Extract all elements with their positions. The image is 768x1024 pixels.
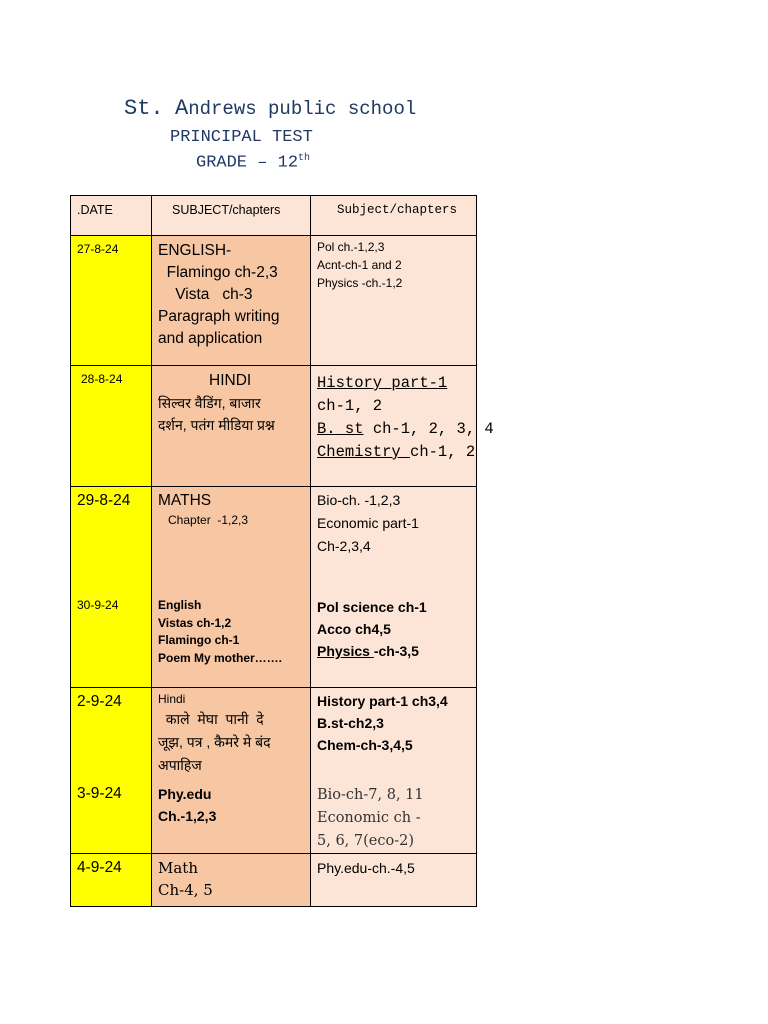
date-cell: 29-8-24 30-9-24 xyxy=(71,487,152,688)
date-cell: 4-9-24 xyxy=(71,854,152,907)
date-cell: 28-8-24 xyxy=(71,366,152,487)
header-subject-2: Subject/chapters xyxy=(311,196,477,236)
other-subject-cell: Pol ch.-1,2,3 Acnt-ch-1 and 2 Physics -ch.-1,2 xyxy=(311,236,477,366)
date-cell: 2-9-24 3-9-24 xyxy=(71,688,152,854)
table-row xyxy=(71,854,477,907)
schedule-table xyxy=(70,195,494,907)
school-name: St. Andrews public school xyxy=(124,96,417,121)
table-row xyxy=(71,236,477,366)
table-row xyxy=(71,487,477,688)
document-header xyxy=(0,0,768,190)
subject-cell: MATHS Chapter -1,2,3 English Vistas ch-1,2 Flamingo ch-1 Poem My mother……. xyxy=(152,487,311,688)
test-title: PRINCIPAL TEST xyxy=(170,128,313,147)
other-subject-cell: History part-1 ch-1, 2 B. st ch-1, 2, 3, 4 Chemistry ch-1, 2 xyxy=(311,366,477,487)
other-subject-cell: Phy.edu-ch.-4,5 xyxy=(311,854,477,907)
other-subject-cell: History part-1 ch3,4 B.st-ch2,3 Chem-ch-3,4,5 Bio-ch-7, 8, 11 Economic ch - 5, 6, 7(eco-2) xyxy=(311,688,477,854)
header-date: .DATE xyxy=(71,196,152,236)
date-cell: 27-8-24 xyxy=(71,236,152,366)
subject-cell: HINDI सिल्वर वैडिंग, बाजार दर्शन, पतंग मीडिया प्रश्न xyxy=(152,366,311,487)
subject-cell: Math Ch-4, 5 xyxy=(152,854,311,907)
table-row xyxy=(71,688,477,854)
table-header-row xyxy=(71,196,477,236)
subject-cell: ENGLISH- Flamingo ch-2,3 Vista ch-3 Paragraph writing and application xyxy=(152,236,311,366)
header-subject: SUBJECT/chapters xyxy=(152,196,311,236)
table-row xyxy=(71,366,477,487)
other-subject-cell: Bio-ch. -1,2,3 Economic part-1 Ch-2,3,4 Pol science ch-1 Acco ch4,5 Physics -ch-3,5 xyxy=(311,487,477,688)
subject-cell: Hindi काले मेघा पानी दे जूझ, पत्र , कैमरे मे बंद अपाहिज Phy.edu Ch.-1,2,3 xyxy=(152,688,311,854)
grade-label: GRADE – 12th xyxy=(196,153,311,173)
